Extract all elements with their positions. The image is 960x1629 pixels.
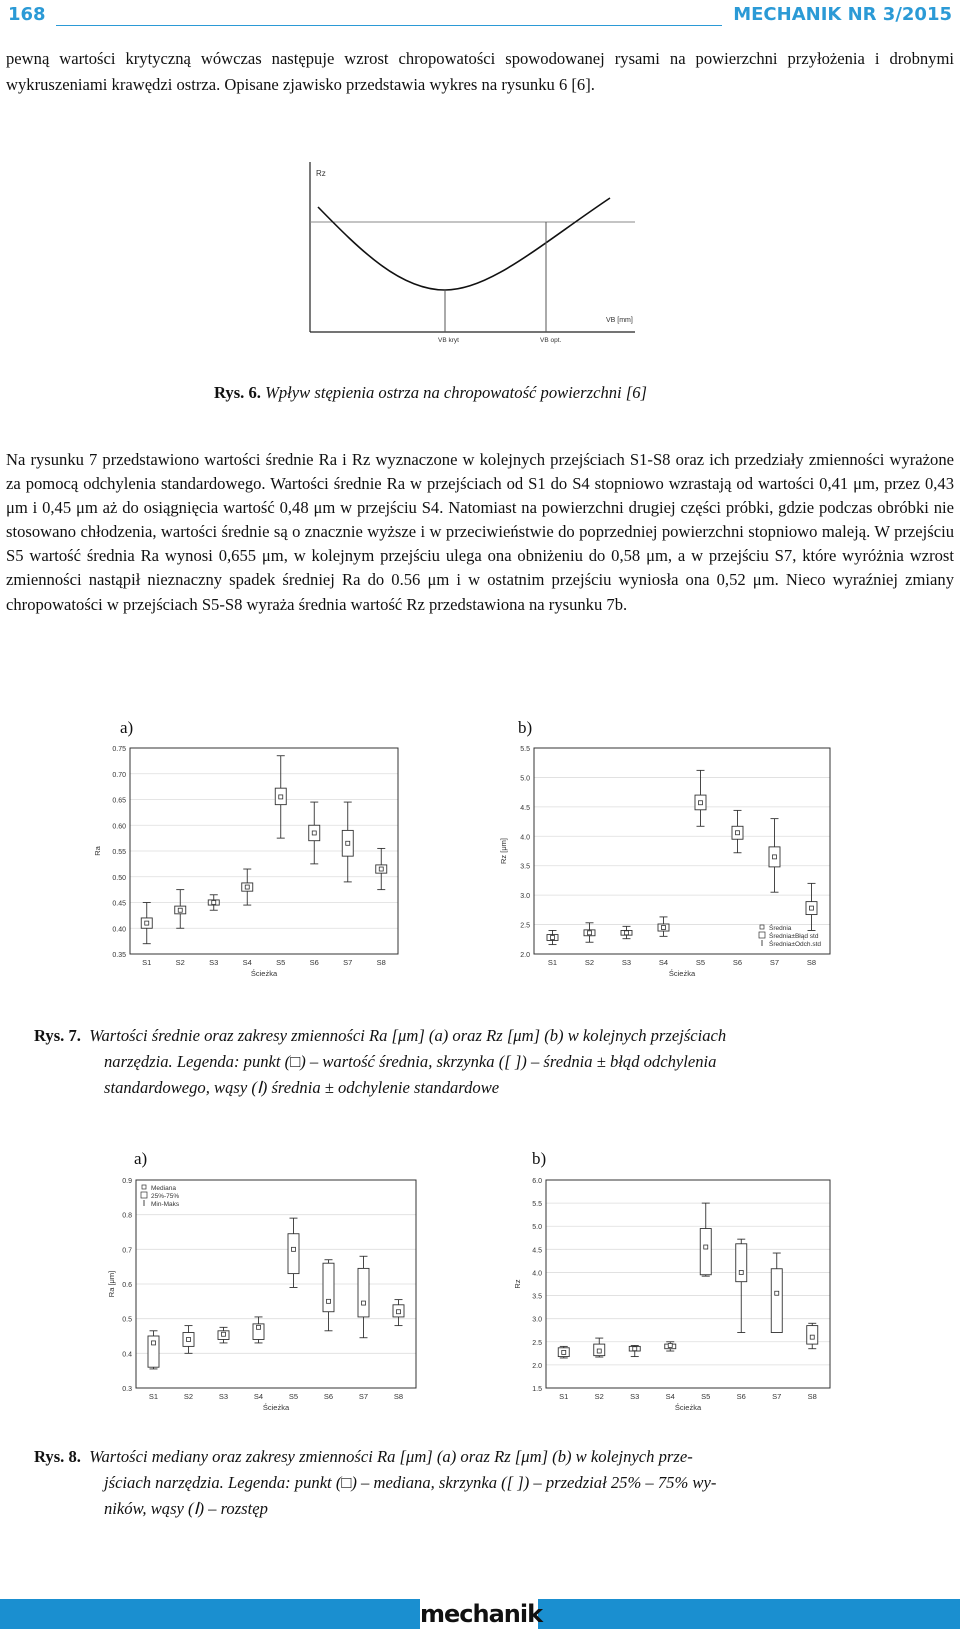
fig8a-label: a) xyxy=(134,1149,148,1168)
legend-point-icon xyxy=(760,925,764,929)
center-point xyxy=(279,795,283,799)
x-tick-label: S2 xyxy=(175,958,185,967)
x-tick-label: S1 xyxy=(559,1392,569,1401)
x-tick-label: S7 xyxy=(769,958,780,967)
center-point xyxy=(668,1343,672,1347)
plot-frame xyxy=(546,1180,830,1388)
center-point xyxy=(736,831,740,835)
legend-label: Mediana xyxy=(151,1185,176,1192)
center-point xyxy=(699,801,703,805)
y-tick-label: 5.0 xyxy=(520,775,530,783)
x-tick-label: S2 xyxy=(584,958,595,967)
center-point xyxy=(773,855,777,859)
x-axis-label: Ścieżka xyxy=(250,969,278,978)
fig8b-label: b) xyxy=(532,1149,547,1168)
x-tick-label: S3 xyxy=(218,1392,229,1401)
legend-label: Min-Maks xyxy=(151,1201,180,1208)
y-tick-label: 0.4 xyxy=(122,1351,132,1359)
x-tick-label: S4 xyxy=(658,958,669,967)
fig8-caption-line3: ników, wąsy (Ⅰ) – rozstęp xyxy=(104,1499,268,1518)
center-point xyxy=(178,908,182,912)
legend-label: 25%-75% xyxy=(151,1193,180,1200)
fig7-caption-line2: narzędzia. Legenda: punkt (□) – wartość średnia, skrzynka ([ ]) – średnia ± błąd odchylenia xyxy=(104,1052,717,1071)
legend-label: Średnia±Odch.std xyxy=(769,941,821,948)
center-point xyxy=(633,1347,637,1351)
center-point xyxy=(362,1301,366,1305)
fig7a-label: a) xyxy=(120,718,134,737)
center-point xyxy=(257,1325,261,1329)
y-tick-label: 0.70 xyxy=(112,771,126,779)
center-point xyxy=(152,1341,156,1345)
center-point xyxy=(292,1247,296,1251)
box xyxy=(288,1234,299,1274)
fig8-caption-line1: Wartości mediany oraz zakresy zmienności Ra [μm] (a) oraz Rz [μm] (b) w kolejnych prze- xyxy=(89,1447,693,1466)
x-tick-label: S6 xyxy=(309,958,319,967)
plot-frame xyxy=(534,748,830,954)
x-tick-label: S6 xyxy=(736,1392,746,1401)
page-number: 168 xyxy=(8,4,46,25)
y-tick-label: 5.5 xyxy=(532,1201,542,1209)
y-tick-label: 4.0 xyxy=(520,834,530,842)
y-tick-label: 0.9 xyxy=(122,1178,132,1185)
legend-label: Średnia xyxy=(769,925,792,932)
center-point xyxy=(222,1332,226,1336)
center-point xyxy=(145,921,149,925)
x-tick-label: S5 xyxy=(695,958,706,967)
y-tick-label: 0.65 xyxy=(112,797,126,805)
figure-7a-chart xyxy=(90,742,450,982)
x-tick-label: S5 xyxy=(288,1392,299,1401)
legend-box-icon xyxy=(141,1192,147,1198)
y-tick-label: 5.0 xyxy=(532,1224,542,1232)
y-tick-label: 1.5 xyxy=(532,1386,542,1393)
y-tick-label: 4.5 xyxy=(520,804,530,812)
paragraph-intro: pewną wartości krytyczną wówczas następuje wzrost chropowatości spowodowanej rysami na powierzchni przyłożenia i drobnymi wykruszeniami krawędzi ostrza. Opisane zjawisko przedstawia wykres na rysunku 6 [6]. xyxy=(6,49,954,94)
center-point xyxy=(551,936,555,940)
paragraph-main: Na rysunku 7 przedstawiono wartości średnie Ra i Rz wyznaczone w kolejnych przejściach S1-S8 oraz ich przedziały zmienności wyrażone za pomocą odchylenia standardowego. Wartości średnie Ra w przejściach od S1 do S4 stopniowo wzrastają od wartości 0,41 μm, przez 0,43 μm i 0,45 μm aż do osiągnięcia wartość 0,48 μm w przejściu S4. Natomiast na powierzchni drugiej części próbki, gdzie podczas obróbki nie stosowano chłodzenia, wartości średnie są o znacznie wyższe i w przeciwieństwie do poprzedniej powierzchni stopniowo maleją. W przejściu S5 wartość średnia Ra wynosi 0,655 μm, w kolejnym przejściu ulega ona obniżeniu do 0,58 μm, a w przejściu S7, które wyróżnia wzrost zmienności nastąpił nieznaczny spadek średniej Ra do 0.56 μm i w ostatnim przejściu wyniosła ona 0,52 μm. Nieco wyraźniej zmiany chropowatości w przejściach S5-S8 wyraża średnia wartość Rz przedstawiona na rysunku 7b. xyxy=(6,450,954,614)
figure-6-caption xyxy=(214,380,647,406)
x-tick-label: S5 xyxy=(276,958,286,967)
x-tick-label: S8 xyxy=(393,1392,404,1401)
y-tick-label: 3.5 xyxy=(520,863,530,871)
center-point xyxy=(625,931,629,935)
page-footer xyxy=(0,1599,960,1629)
legend-label: Średnia±Błąd std xyxy=(769,933,819,940)
y-tick-label: 0.35 xyxy=(112,952,126,959)
center-point xyxy=(810,1335,814,1339)
fig7-caption-line1: Wartości średnie oraz zakresy zmienności Ra [μm] (a) oraz Rz [μm] (b) w kolejnych przejściach xyxy=(89,1026,727,1045)
x-tick-label: S8 xyxy=(806,958,817,967)
center-point xyxy=(704,1245,708,1249)
y-tick-label: 5.5 xyxy=(520,746,530,753)
fig7b-label: b) xyxy=(518,718,533,737)
y-tick-label: 0.50 xyxy=(112,874,126,882)
figure-6-chart xyxy=(290,150,650,345)
fig8-caption-label: Rys. 8. xyxy=(34,1447,81,1466)
y-tick-label: 0.75 xyxy=(112,746,126,753)
box xyxy=(771,1269,782,1333)
y-axis-label: Ra xyxy=(93,846,102,856)
y-tick-label: 2.0 xyxy=(520,952,530,959)
x-tick-label: S7 xyxy=(772,1392,782,1401)
y-tick-label: 2.5 xyxy=(532,1339,542,1347)
center-point xyxy=(562,1350,566,1354)
center-point xyxy=(597,1349,601,1353)
fig7-caption-line3: standardowego, wąsy (Ⅰ) średnia ± odchylenie standardowe xyxy=(104,1078,500,1097)
x-axis-label: Ścieżka xyxy=(262,1403,290,1412)
center-point xyxy=(187,1337,191,1341)
center-point xyxy=(212,901,216,905)
y-tick-label: 4.5 xyxy=(532,1247,542,1255)
x-tick-label: S6 xyxy=(732,958,743,967)
y-tick-label: 0.5 xyxy=(122,1316,132,1324)
fig6-caption-label: Rys. 6. xyxy=(214,383,261,402)
legend-box-icon xyxy=(759,932,765,938)
center-point xyxy=(245,885,249,889)
y-axis-label: Rz [μm] xyxy=(499,838,508,864)
box xyxy=(358,1268,369,1317)
y-tick-label: 6.0 xyxy=(532,1178,542,1185)
center-point xyxy=(810,906,814,910)
y-tick-label: 3.0 xyxy=(520,893,530,901)
y-axis-label: Rz xyxy=(513,1279,522,1289)
figure-8-caption xyxy=(34,1444,934,1522)
fig8-caption-line2: jściach narzędzia. Legenda: punkt (□) – mediana, skrzynka ([ ]) – przedział 25% – 75% wy- xyxy=(104,1473,717,1492)
x-tick-label: S3 xyxy=(630,1392,640,1401)
journal-title: MECHANIK NR 3/2015 xyxy=(733,4,952,25)
y-tick-label: 2.5 xyxy=(520,922,530,930)
figure-8a-chart xyxy=(104,1174,449,1418)
y-tick-label: 0.60 xyxy=(112,823,126,831)
y-tick-label: 2.0 xyxy=(532,1362,542,1370)
y-tick-label: 3.0 xyxy=(532,1316,542,1324)
y-tick-label: 0.40 xyxy=(112,926,126,934)
figure-8b-chart xyxy=(510,1174,870,1418)
center-point xyxy=(379,867,383,871)
x-tick-label: S2 xyxy=(594,1392,604,1401)
x-tick-label: S4 xyxy=(242,958,252,967)
fig6-ylabel: Rz xyxy=(316,169,326,178)
center-point xyxy=(588,931,592,935)
fig6-xlabel: VB [mm] xyxy=(606,317,633,324)
figure-7-caption xyxy=(34,1023,934,1101)
legend-point-icon xyxy=(142,1185,146,1189)
y-tick-label: 0.55 xyxy=(112,849,126,856)
page-header xyxy=(0,0,960,34)
box xyxy=(323,1263,334,1312)
x-tick-label: S4 xyxy=(253,1392,264,1401)
y-tick-label: 4.0 xyxy=(532,1270,542,1278)
x-axis-label: Ścieżka xyxy=(668,969,696,978)
x-tick-label: S1 xyxy=(142,958,152,967)
x-tick-label: S6 xyxy=(323,1392,334,1401)
center-point xyxy=(397,1310,401,1314)
center-point xyxy=(662,926,666,930)
x-tick-label: S7 xyxy=(343,958,353,967)
x-tick-label: S3 xyxy=(621,958,632,967)
y-axis-label: Ra [μm] xyxy=(107,1270,116,1298)
figure-7b-chart xyxy=(496,742,876,982)
center-point xyxy=(775,1291,779,1295)
x-axis-label: Ścieżka xyxy=(674,1403,702,1412)
y-tick-label: 0.45 xyxy=(112,900,126,908)
fig6-curve xyxy=(318,198,610,290)
box xyxy=(700,1229,711,1275)
y-tick-label: 0.3 xyxy=(122,1386,132,1393)
box xyxy=(736,1244,747,1282)
x-tick-label: S8 xyxy=(807,1392,817,1401)
y-tick-label: 0.8 xyxy=(122,1212,132,1220)
x-tick-label: S5 xyxy=(701,1392,711,1401)
center-point xyxy=(739,1270,743,1274)
x-tick-label: S7 xyxy=(358,1392,369,1401)
y-tick-label: 0.6 xyxy=(122,1282,132,1289)
x-tick-label: S2 xyxy=(183,1392,194,1401)
x-tick-label: S1 xyxy=(547,958,558,967)
header-rule xyxy=(56,25,722,26)
x-tick-label: S3 xyxy=(209,958,219,967)
center-point xyxy=(346,841,350,845)
mechanik-logo: mechanik xyxy=(420,1600,543,1628)
y-tick-label: 0.7 xyxy=(122,1247,132,1255)
center-point xyxy=(327,1299,331,1303)
y-tick-label: 3.5 xyxy=(532,1293,542,1301)
x-tick-label: S4 xyxy=(665,1392,675,1401)
fig6-caption-text: Wpływ stępienia ostrza na chropowatość powierzchni [6] xyxy=(265,383,648,402)
fig6-vbopt-label: VB opt. xyxy=(540,337,562,344)
fig7-caption-label: Rys. 7. xyxy=(34,1026,81,1045)
center-point xyxy=(312,831,316,835)
x-tick-label: S8 xyxy=(376,958,386,967)
x-tick-label: S1 xyxy=(148,1392,159,1401)
fig6-vbkryt-label: VB kryt xyxy=(438,337,459,344)
